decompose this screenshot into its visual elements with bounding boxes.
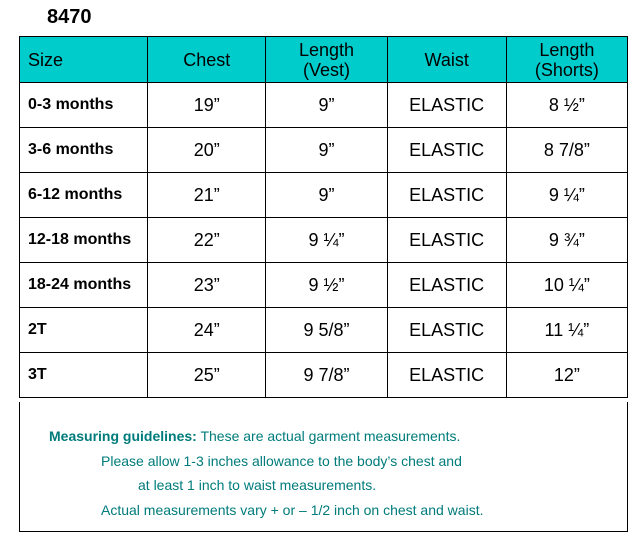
header-length-vest: Length (Vest) (266, 37, 387, 83)
vest-length-cell: 9 5/8” (266, 308, 387, 353)
table-row (20, 353, 628, 398)
header-size: Size (20, 37, 148, 83)
table-row (20, 263, 628, 308)
header-length-shorts: Length (Shorts) (506, 37, 627, 83)
guideline-line-2: Please allow 1-3 inches allowance to the body’s chest and (101, 453, 462, 469)
guideline-label: Measuring guidelines: (49, 428, 197, 444)
vest-length-cell: 9” (266, 128, 387, 173)
vest-length-cell: 9” (266, 83, 387, 128)
chest-cell: 22” (148, 218, 266, 263)
vest-length-cell: 9 ½” (266, 263, 387, 308)
table-row (20, 308, 628, 353)
table-row (20, 218, 628, 263)
chest-cell: 19” (148, 83, 266, 128)
table-row (20, 83, 628, 128)
chest-cell: 24” (148, 308, 266, 353)
header-chest: Chest (148, 37, 266, 83)
shorts-length-cell: 9 ¼” (506, 173, 627, 218)
vest-length-cell: 9 ¼” (266, 218, 387, 263)
vest-length-cell: 9 7/8” (266, 353, 387, 398)
shorts-length-cell: 10 ¼” (506, 263, 627, 308)
size-cell: 0-3 months (20, 83, 148, 128)
waist-cell: ELASTIC (387, 218, 506, 263)
chest-cell: 20” (148, 128, 266, 173)
size-cell: 2T (20, 308, 148, 353)
header-waist: Waist (387, 37, 506, 83)
shorts-length-cell: 9 ¾” (506, 218, 627, 263)
guideline-line-4: Actual measurements vary + or – 1/2 inch on chest and waist. (101, 502, 484, 518)
guideline-line-1 (49, 427, 460, 445)
waist-cell: ELASTIC (387, 128, 506, 173)
shorts-length-cell: 8 ½” (506, 83, 627, 128)
waist-cell: ELASTIC (387, 83, 506, 128)
chest-cell: 25” (148, 353, 266, 398)
table-row (20, 173, 628, 218)
table-header-row (20, 37, 628, 83)
chest-cell: 21” (148, 173, 266, 218)
chest-cell: 23” (148, 263, 266, 308)
size-cell: 3T (20, 353, 148, 398)
table-row (20, 128, 628, 173)
size-cell: 3-6 months (20, 128, 148, 173)
guideline-line-3: at least 1 inch to waist measurements. (138, 477, 377, 493)
waist-cell: ELASTIC (387, 263, 506, 308)
measuring-guidelines (19, 402, 628, 532)
size-cell: 6-12 months (20, 173, 148, 218)
waist-cell: ELASTIC (387, 308, 506, 353)
shorts-length-cell: 12” (506, 353, 627, 398)
size-cell: 18-24 months (20, 263, 148, 308)
size-cell: 12-18 months (20, 218, 148, 263)
waist-cell: ELASTIC (387, 173, 506, 218)
waist-cell: ELASTIC (387, 353, 506, 398)
shorts-length-cell: 8 7/8” (506, 128, 627, 173)
document-title: 8470 (47, 6, 92, 28)
shorts-length-cell: 11 ¼” (506, 308, 627, 353)
vest-length-cell: 9” (266, 173, 387, 218)
guideline-text-1: These are actual garment measurements. (196, 428, 461, 444)
size-chart-table (19, 36, 628, 398)
